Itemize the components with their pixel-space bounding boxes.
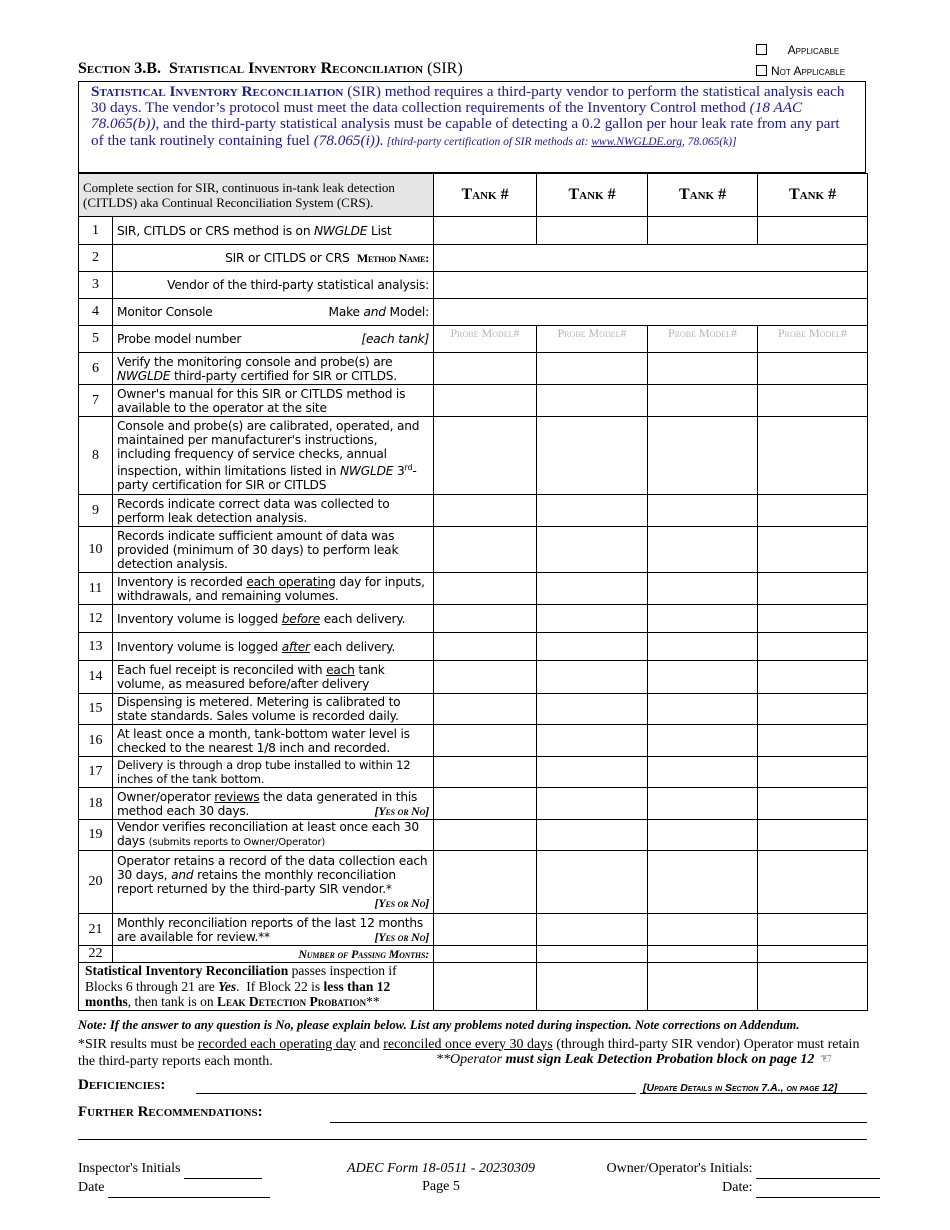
answer-cell[interactable] (537, 788, 648, 820)
passing-months-cell[interactable] (648, 946, 758, 963)
tank-header-2[interactable]: Tank # (537, 174, 648, 217)
row-number: 8 (79, 417, 113, 495)
sir-note-mid: and (355, 1036, 384, 1052)
row-number: 17 (79, 757, 113, 788)
answer-cell[interactable] (758, 914, 868, 946)
answer-cell[interactable] (434, 417, 537, 495)
probe-model-field[interactable]: Probe Model# (648, 326, 758, 353)
answer-cell[interactable] (434, 963, 537, 1011)
answer-cell[interactable] (758, 820, 868, 851)
owner-initials-label: Owner/Operator's Initials: (606, 1161, 753, 1176)
table-row (79, 661, 868, 694)
row-question (113, 326, 434, 353)
recommendations-line[interactable] (330, 1122, 867, 1123)
answer-cell[interactable] (434, 661, 537, 694)
answer-cell[interactable] (648, 217, 758, 245)
answer-cell[interactable] (758, 633, 868, 661)
row-21-text: Monthly reconciliation reports of the last 12 months are available for review.** (117, 915, 424, 944)
owner-date-label: Date: (722, 1180, 753, 1195)
table-row (79, 299, 868, 326)
answer-cell[interactable] (537, 605, 648, 633)
row-question: Console and probe(s) are calibrated, operated, and maintained per manufacturer's instructions, including frequency of service checks, annual inspection, within limitations listed in NWGLDE 3rd-party certification for SIR or CITLDS (113, 417, 434, 495)
answer-cell[interactable] (537, 495, 648, 527)
tank-header-1[interactable]: Tank # (434, 174, 537, 217)
answer-cell[interactable] (537, 820, 648, 851)
footer-right (588, 1160, 880, 1198)
answer-cell[interactable] (537, 217, 648, 245)
footer-left (78, 1160, 270, 1198)
row-question: Vendor of the third-party statistical analysis: (113, 272, 434, 299)
deficiencies-line-2[interactable] (640, 1093, 867, 1094)
answer-cell[interactable] (434, 788, 537, 820)
answer-cell[interactable] (758, 527, 868, 573)
deficiencies-label: Deficiencies: (78, 1077, 166, 1093)
answer-cell[interactable] (537, 573, 648, 605)
answer-cell[interactable] (434, 495, 537, 527)
row-question: Each fuel receipt is reconciled with each tank volume, as measured before/after delivery (113, 661, 434, 694)
make-model-field[interactable] (434, 299, 868, 326)
answer-cell[interactable] (434, 694, 537, 725)
each-tank-tag: [each tank] (361, 332, 430, 346)
row-number: 21 (79, 914, 113, 946)
row-number: 4 (79, 299, 113, 326)
answer-cell[interactable] (434, 725, 537, 757)
answer-cell[interactable] (758, 573, 868, 605)
intro-term: Statistical Inventory Reconciliation (91, 83, 344, 100)
row-question (113, 914, 434, 946)
answer-cell[interactable] (758, 353, 868, 385)
answer-cell[interactable] (648, 633, 758, 661)
tank-header-4[interactable]: Tank # (758, 174, 868, 217)
row-question: Verify the monitoring console and probe(s) are NWGLDE third-party certified for SIR or CITLDS. (113, 353, 434, 385)
row-number: 5 (79, 326, 113, 353)
probe-model-field[interactable]: Probe Model# (758, 326, 868, 353)
answer-cell[interactable] (648, 788, 758, 820)
intro-ref-1: (18 AAC 78.065(b)) (91, 99, 803, 133)
sir-note-u1: recorded each operating day (197, 1036, 356, 1052)
row-number: 12 (79, 605, 113, 633)
intro-box (78, 81, 866, 173)
answer-cell[interactable] (648, 353, 758, 385)
row-number: 1 (79, 217, 113, 245)
answer-cell[interactable] (648, 757, 758, 788)
intro-note-pre: [third-party certification of SIR methods at: (383, 135, 592, 148)
recommendations-line-2[interactable] (78, 1139, 867, 1140)
row-number: 20 (79, 851, 113, 914)
table-row (79, 353, 868, 385)
intro-ref-2: (78.065(i)). (313, 131, 384, 149)
answer-cell[interactable] (434, 217, 537, 245)
answer-cell[interactable] (434, 757, 537, 788)
applicable-option[interactable] (756, 43, 839, 57)
answer-cell[interactable] (434, 851, 537, 914)
passing-months-cell[interactable] (537, 946, 648, 963)
answer-cell[interactable] (434, 573, 537, 605)
sir-note-pre: *SIR results must be (78, 1036, 198, 1052)
row-question: Owner/operator reviews the data generated in this method each 30 days. [Yes or No] (113, 788, 434, 820)
answer-cell[interactable] (537, 851, 648, 914)
applicable-checkbox[interactable] (756, 44, 767, 55)
section-name: Statistical Inventory Reconciliation (168, 60, 424, 77)
further-recommendations-label: Further Recommendations: (78, 1104, 263, 1120)
inspector-initials-label: Inspector's Initials (78, 1161, 181, 1176)
answer-cell[interactable] (758, 217, 868, 245)
yes-no-tag: [Yes or No] (374, 929, 430, 944)
update-details-note: [Update Details in Section 7.A., on page 12] (643, 1082, 838, 1094)
answer-cell[interactable] (537, 661, 648, 694)
answer-cell[interactable] (648, 417, 758, 495)
table-row (79, 417, 868, 495)
table-row (79, 757, 868, 788)
answer-cell[interactable] (648, 820, 758, 851)
answer-cell[interactable] (537, 757, 648, 788)
row-number: 14 (79, 661, 113, 694)
table-row (79, 820, 868, 851)
intro-text-2: , and the third-party statistical analysis must be capable of detecting a 0.2 gallon per hour leak rate from any part of the tank routinely containing fuel (91, 115, 840, 149)
row-19-text: Vendor verifies reconciliation at least once each 30 days (117, 820, 419, 848)
answer-cell[interactable] (758, 605, 868, 633)
row-question: Records indicate correct data was collected to perform leak detection analysis. (113, 495, 434, 527)
table-row (79, 495, 868, 527)
sir-note-post: (through third-party SIR vendor) Operator must retain the third-party reports each month. (78, 1036, 860, 1069)
row-19-small: (submits reports to Owner/Operator) (148, 837, 326, 848)
pointing-hand-icon: ☜ (817, 1052, 831, 1067)
answer-cell[interactable] (537, 694, 648, 725)
table-row (79, 326, 868, 353)
answer-cell[interactable] (758, 788, 868, 820)
answer-cell[interactable] (434, 385, 537, 417)
row-question: Inventory is recorded each operating day for inputs, withdrawals, and remaining volumes. (113, 573, 434, 605)
inspector-initials-field[interactable] (184, 1160, 262, 1179)
tank-header-3[interactable]: Tank # (648, 174, 758, 217)
table-row (79, 573, 868, 605)
not-applicable-checkbox[interactable] (756, 65, 767, 76)
table-row (79, 914, 868, 946)
row-question: Inventory volume is logged after each delivery. (113, 633, 434, 661)
answer-cell[interactable] (758, 495, 868, 527)
answer-cell[interactable] (648, 914, 758, 946)
answer-cell[interactable] (537, 914, 648, 946)
answer-cell[interactable] (434, 914, 537, 946)
row-number: 11 (79, 573, 113, 605)
summary-row (79, 963, 868, 1011)
row-question (113, 820, 434, 851)
answer-cell[interactable] (537, 633, 648, 661)
probe-model-field[interactable]: Probe Model# (434, 326, 537, 353)
intro-cell: Complete section for SIR, continuous in-tank leak detection (CITLDS) aka Continual Reconciliation System (CRS). (79, 174, 434, 217)
row-number: 9 (79, 495, 113, 527)
method-name-field[interactable] (434, 245, 868, 272)
answer-cell[interactable] (648, 694, 758, 725)
answer-cell[interactable] (758, 385, 868, 417)
table-row (79, 694, 868, 725)
row-question: Records indicate sufficient amount of data was provided (minimum of 30 days) to perform leak detection analysis. (113, 527, 434, 573)
row-number: 10 (79, 527, 113, 573)
row-number: 22 (79, 946, 113, 963)
answer-cell[interactable] (648, 495, 758, 527)
answer-cell[interactable] (434, 353, 537, 385)
row-question: Dispensing is metered. Metering is calibrated to state standards. Sales volume is recorded daily. (113, 694, 434, 725)
table-row (79, 633, 868, 661)
answer-cell[interactable] (537, 385, 648, 417)
probe-model-field[interactable]: Probe Model# (537, 326, 648, 353)
answer-cell[interactable] (758, 757, 868, 788)
answer-cell[interactable] (758, 417, 868, 495)
note-text: Note: If the answer to any question is No, please explain below. List any problems noted during inspection. Note corrections on Addendum. (78, 1018, 800, 1032)
answer-cell[interactable] (648, 527, 758, 573)
answer-cell[interactable] (648, 851, 758, 914)
row-number: 16 (79, 725, 113, 757)
answer-cell[interactable] (648, 605, 758, 633)
answer-cell[interactable] (758, 694, 868, 725)
probe-label: Probe model number (117, 332, 242, 346)
answer-cell[interactable] (537, 417, 648, 495)
answer-cell[interactable] (758, 963, 868, 1011)
form-number: ADEC Form 18-0511 - 20230309 (347, 1161, 535, 1176)
date-label: Date (78, 1180, 105, 1195)
row-number: 13 (79, 633, 113, 661)
section-title (78, 60, 463, 78)
table-row (79, 527, 868, 573)
row-number: 7 (79, 385, 113, 417)
table-row (79, 725, 868, 757)
answer-cell[interactable] (758, 725, 868, 757)
table-row (79, 272, 868, 299)
answer-cell[interactable] (537, 527, 648, 573)
owner-date-field[interactable] (756, 1179, 880, 1198)
yes-no-tag: [Yes or No] (374, 896, 430, 910)
answer-cell[interactable] (434, 820, 537, 851)
answer-cell[interactable] (648, 385, 758, 417)
deficiencies-line[interactable] (196, 1093, 636, 1094)
section-number: Section 3.B. (78, 60, 161, 77)
answer-cell[interactable] (758, 851, 868, 914)
not-applicable-label: Not Applicable (771, 64, 846, 78)
answer-cell[interactable] (434, 633, 537, 661)
row-number: 3 (79, 272, 113, 299)
probation-note: **Operator must sign Leak Detection Probation block on page 12 ☜ (432, 1051, 830, 1068)
sir-table (78, 173, 868, 1011)
row-question: Monitor Console Make and Model: (113, 299, 434, 326)
row-number: 19 (79, 820, 113, 851)
answer-cell[interactable] (648, 963, 758, 1011)
footer-center (336, 1160, 546, 1196)
answer-cell[interactable] (434, 605, 537, 633)
passing-months-label: Number of Passing Months: (113, 946, 434, 963)
table-row (79, 385, 868, 417)
row-number: 6 (79, 353, 113, 385)
summary-text: Statistical Inventory Reconciliation passes inspection if Blocks 6 through 21 are Yes. If Block 22 is less than 12 months, then tank is on Leak Detection Probation** (79, 963, 434, 1011)
row-question: SIR, CITLDS or CRS method is on NWGLDE List (113, 217, 434, 245)
answer-cell[interactable] (537, 963, 648, 1011)
row-question: At least once a month, tank-bottom water level is checked to the nearest 1/8 inch and recorded. (113, 725, 434, 757)
table-row (79, 851, 868, 914)
answer-cell[interactable] (537, 725, 648, 757)
intro-text-1: (SIR) method requires a third-party vendor to perform the statistical analysis each 30 days. The vendor’s protocol must meet the data collection requirements of the Inventory Control method (91, 83, 845, 117)
row-question: Operator retains a record of the data collection each 30 days, and retains the monthly reconciliation report returned by the third-party SIR vendor.* [Yes or No] (113, 851, 434, 914)
answer-cell[interactable] (434, 527, 537, 573)
not-applicable-option[interactable] (756, 64, 845, 78)
intro-note-post: , 78.065(k)] (681, 135, 737, 148)
section-abbr: (SIR) (427, 60, 463, 77)
yes-no-tag: [Yes or No] (374, 803, 430, 818)
table-row (79, 605, 868, 633)
vendor-field[interactable] (434, 272, 868, 299)
row-question: Owner's manual for this SIR or CITLDS method is available to the operator at the site (113, 385, 434, 417)
owner-initials-field[interactable] (756, 1160, 880, 1179)
answer-cell[interactable] (648, 661, 758, 694)
answer-cell[interactable] (648, 573, 758, 605)
table-header-row (79, 174, 868, 217)
row-question: SIR or CITLDS or CRS Method Name: (113, 245, 434, 272)
row-question: Inventory volume is logged before each delivery. (113, 605, 434, 633)
passing-months-cell[interactable] (758, 946, 868, 963)
date-field[interactable] (108, 1179, 270, 1198)
row-number: 15 (79, 694, 113, 725)
table-row (79, 217, 868, 245)
console-label: Monitor Console (117, 305, 213, 319)
answer-cell[interactable] (537, 353, 648, 385)
row-question: Delivery is through a drop tube installed to within 12 inches of the tank bottom. (113, 757, 434, 788)
applicable-label: Applicable (787, 43, 840, 57)
nwglde-link[interactable]: www.NWGLDE.org (591, 135, 682, 148)
row-number: 18 (79, 788, 113, 820)
row-number: 2 (79, 245, 113, 272)
sir-note-u2: reconciled once every 30 days (383, 1036, 553, 1052)
table-row (79, 946, 868, 963)
table-row (79, 245, 868, 272)
answer-cell[interactable] (758, 661, 868, 694)
page-number: Page 5 (422, 1179, 460, 1194)
table-row (79, 788, 868, 820)
answer-cell[interactable] (648, 725, 758, 757)
passing-months-cell[interactable] (434, 946, 537, 963)
